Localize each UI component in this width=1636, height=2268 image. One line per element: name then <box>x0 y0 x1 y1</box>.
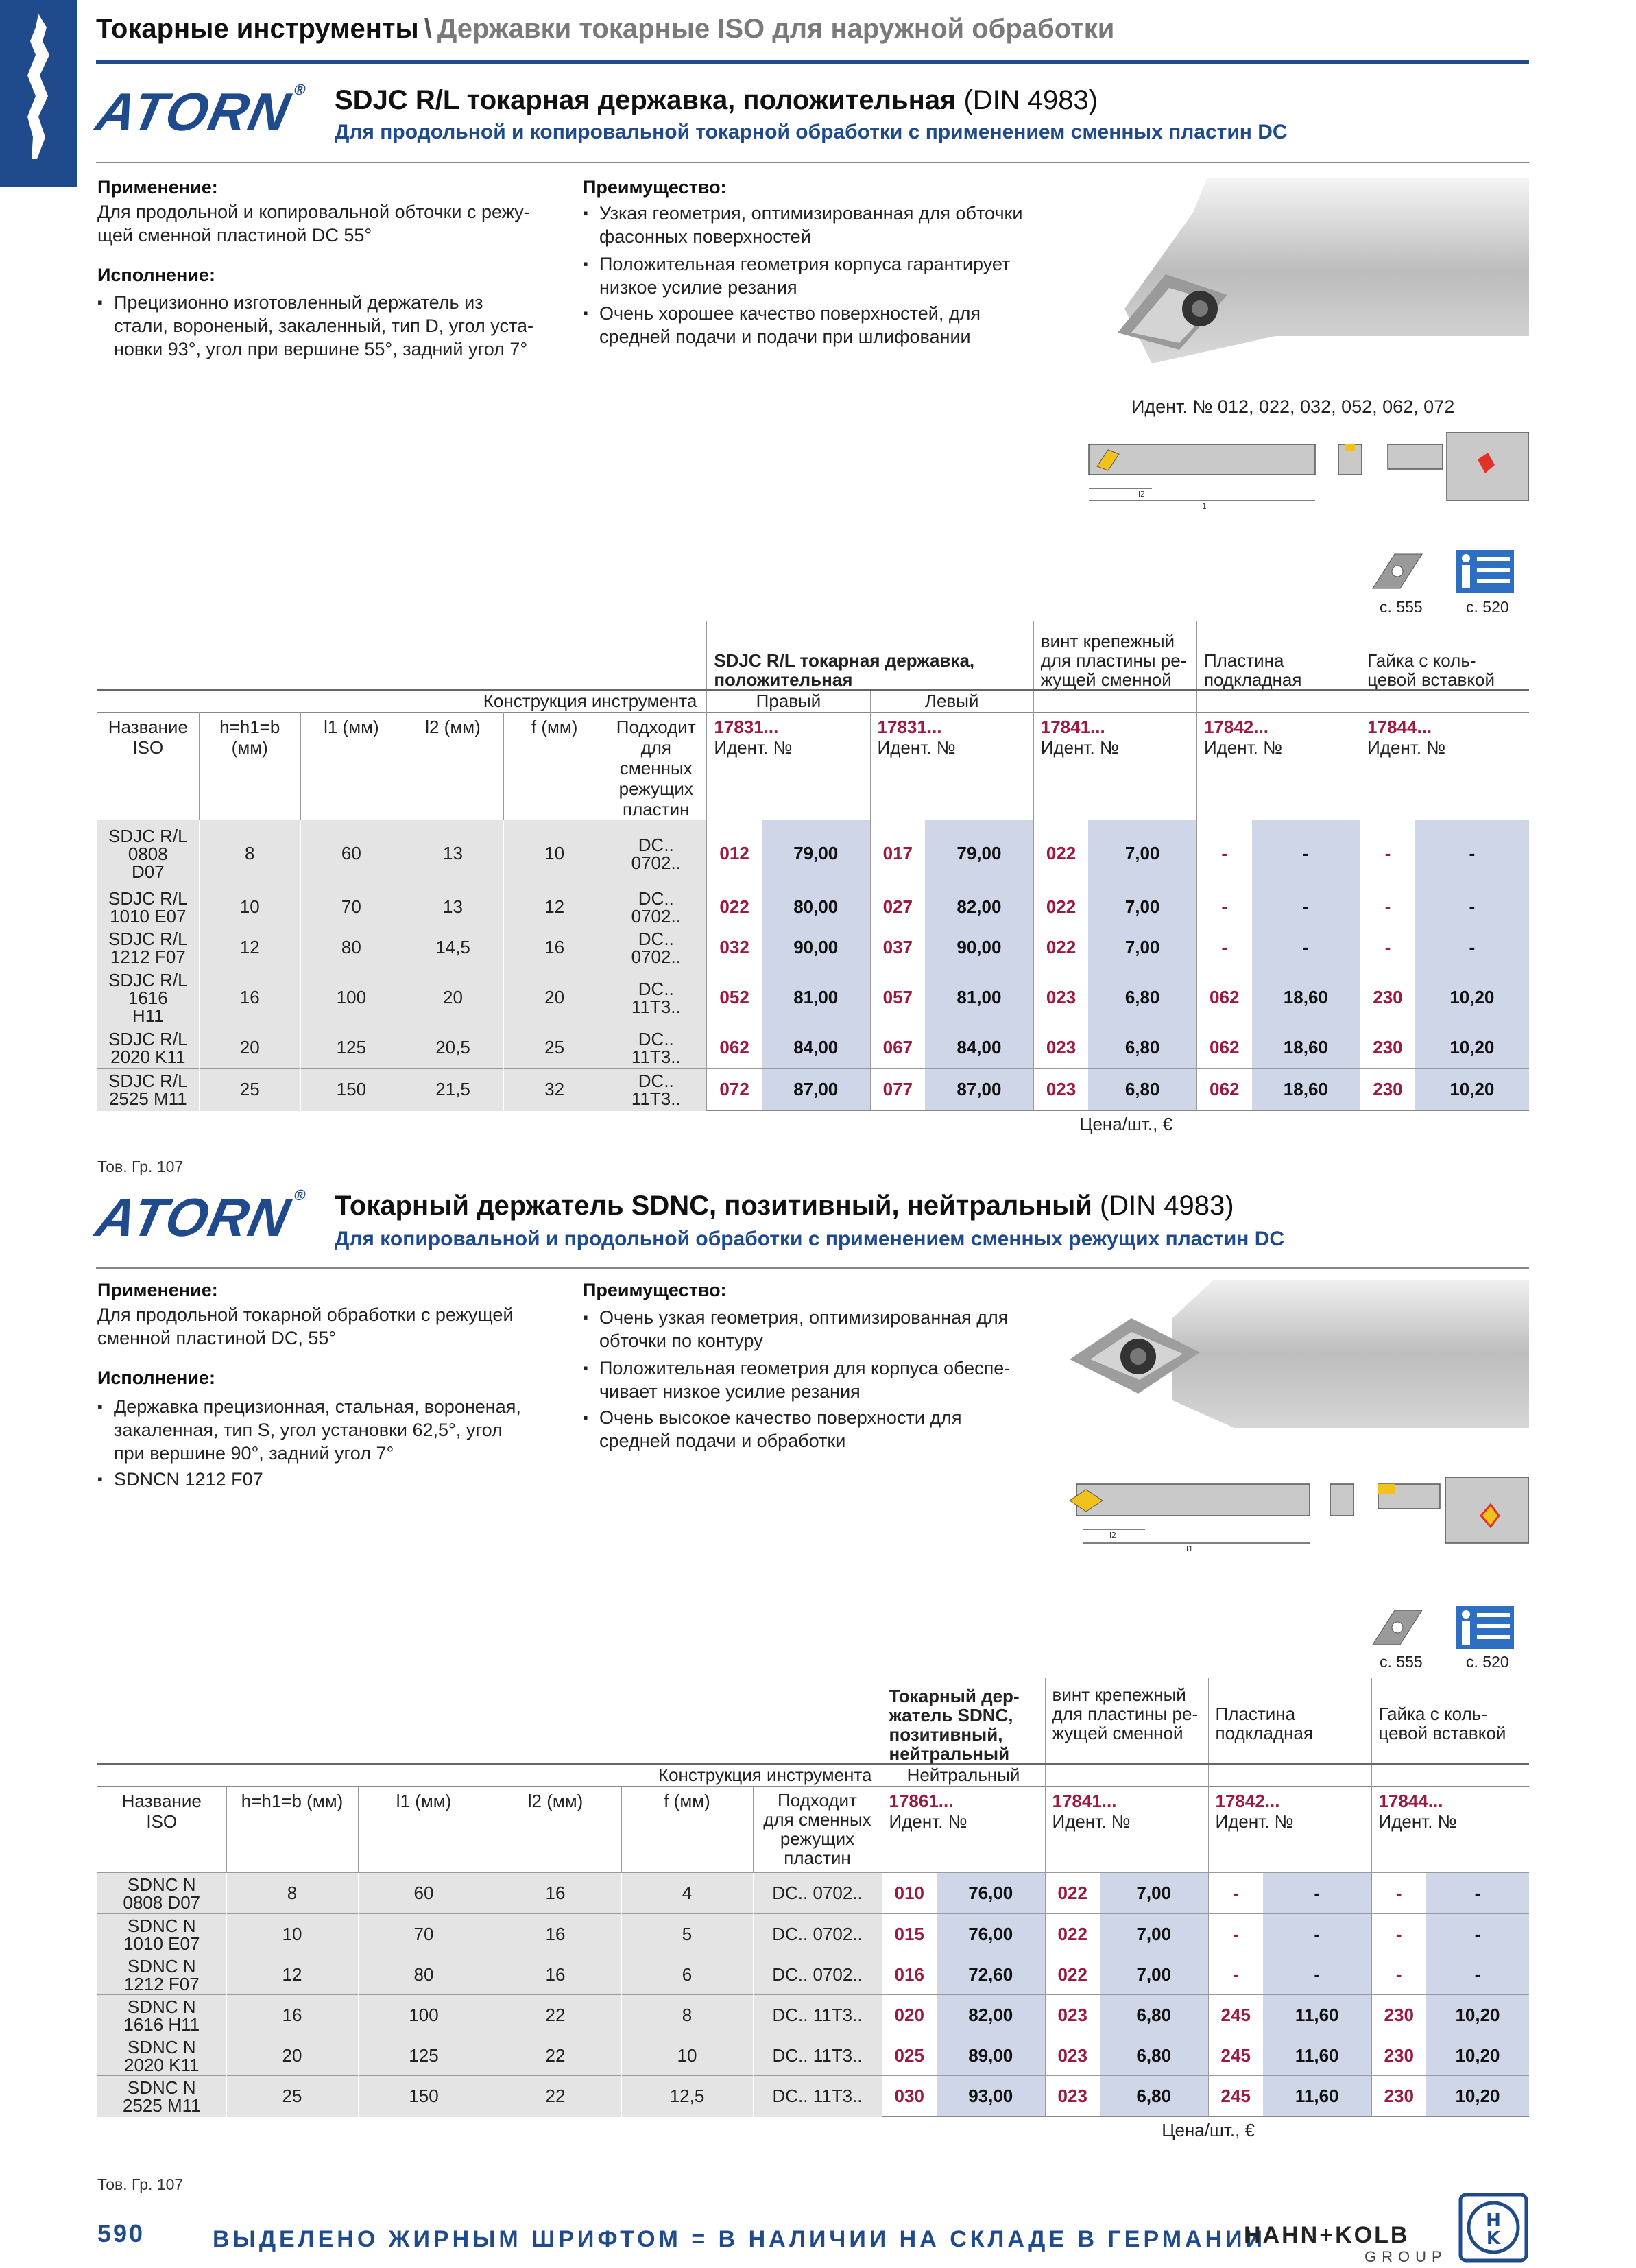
nut-ident-cell: - <box>1360 820 1415 887</box>
code-holder-header: 17861... Идент. № <box>882 1787 1045 1873</box>
iso-name-cell: SDNC N 0808 D07 <box>97 1873 226 1914</box>
plate-price-cell: - <box>1263 1955 1371 1995</box>
nut-ident-cell: - <box>1371 1914 1426 1955</box>
execution-label: Исполнение: <box>97 1368 215 1388</box>
execution-item: ▪ Державка прецизионная, стальная, вороненая, закаленная, тип S, угол установки 62,5°, угол при вершине 90°, задний угол 7° <box>97 1395 521 1465</box>
screw-price-cell: 7,00 <box>1088 820 1196 887</box>
screw-ident-cell: 023 <box>1033 1069 1088 1111</box>
construction-label: Конструкция инструмента <box>658 1765 872 1785</box>
execution-item: ▪ Прецизионно изготовленный держатель из стали, вороненый, закаленный, тип D, угол уста- новки 93°, угол при вершине 55°, задний угол 7° <box>97 291 533 361</box>
col-name-header: Название ISO <box>121 1791 202 1832</box>
h-cell: 10 <box>226 1914 358 1955</box>
code-plate-header: 17842... Идент. № <box>1196 713 1360 820</box>
catalog-page-ref: с. 520 <box>1466 598 1509 616</box>
dimension-drawing-2 <box>1056 1475 1529 1571</box>
l2-cell: 20 <box>402 968 503 1027</box>
f-cell: 25 <box>504 1027 605 1069</box>
plate-ident-cell: 245 <box>1208 2076 1263 2117</box>
table-row <box>97 1027 1529 1069</box>
col-h-header: h=h1=b (мм) <box>199 713 300 820</box>
catalog-info-icon[interactable] <box>1455 1605 1515 1650</box>
right-label: Правый <box>707 690 870 713</box>
l2-cell: 13 <box>402 820 503 887</box>
table-row <box>97 968 1529 1027</box>
table-row <box>97 927 1529 968</box>
fit-cell: DC.. 11T3.. <box>605 968 707 1027</box>
group-plate-header: Пластина подкладная <box>1208 1678 1371 1764</box>
right-ident-cell: 052 <box>707 968 762 1027</box>
f-cell: 20 <box>504 968 605 1027</box>
nut-ident-cell: 230 <box>1360 968 1415 1027</box>
group-holder-header: Токарный дер- жатель SDNC, позитивный, нейтральный <box>882 1678 1045 1764</box>
table-row <box>97 2036 1529 2076</box>
h-cell: 10 <box>199 887 300 927</box>
nut-price-cell: - <box>1415 820 1529 887</box>
plate-price-cell: - <box>1252 927 1360 968</box>
table-row <box>97 1914 1529 1955</box>
svg-text:l2: l2 <box>1138 490 1146 499</box>
plate-price-cell: 18,60 <box>1252 968 1360 1027</box>
header-rule <box>96 60 1529 64</box>
plate-ident-cell: - <box>1208 1955 1263 1995</box>
plate-ident-cell: - <box>1208 1873 1263 1914</box>
group-holder-header: SDJC R/L токарная державка, положительная <box>707 621 1033 690</box>
screw-ident-cell: 022 <box>1045 1955 1100 1995</box>
header-separator: \ <box>424 14 432 44</box>
l1-cell: 80 <box>300 927 402 968</box>
nut-ident-cell: 230 <box>1371 1995 1426 2036</box>
right-price-cell: 81,00 <box>762 968 870 1027</box>
product-subtitle-1: Для продольной и копировальной токарной обработки с применением сменных пластин DC <box>335 121 1288 143</box>
group-screw-header: винт крепежный для пластины ре- жущей сменной <box>1045 1678 1208 1764</box>
screw-price-cell: 7,00 <box>1100 1873 1208 1914</box>
iso-name-cell: SDNC N 1010 E07 <box>97 1914 226 1955</box>
code-left-header: 17831... Идент. № <box>870 713 1033 820</box>
screw-price-cell: 6,80 <box>1100 2036 1208 2076</box>
left-ident-cell: 067 <box>870 1027 925 1069</box>
h-cell: 8 <box>226 1873 358 1914</box>
nut-ident-cell: 230 <box>1371 2076 1426 2117</box>
l1-cell: 100 <box>300 968 402 1027</box>
product-group-2: Тов. Гр. 107 <box>97 2175 184 2193</box>
advantage-label: Преимущество: <box>583 177 727 198</box>
l2-cell: 16 <box>490 1914 621 1955</box>
product-table-2 <box>97 1678 1529 2145</box>
fit-cell: DC.. 0702.. <box>605 887 707 927</box>
col-h-header: h=h1=b (мм) <box>226 1787 358 1873</box>
code-plate-header: 17842... Идент. № <box>1208 1787 1371 1873</box>
l2-cell: 14,5 <box>402 927 503 968</box>
holder-price-cell: 76,00 <box>937 1914 1045 1955</box>
l2-cell: 20,5 <box>402 1027 503 1069</box>
holder-price-cell: 89,00 <box>937 2036 1045 2076</box>
nut-ident-cell: - <box>1360 927 1415 968</box>
table-row <box>97 2076 1529 2117</box>
advantage-item: ▪ Очень узкая геометрия, оптимизированная для обточки по контуру <box>583 1306 1008 1352</box>
col-l2-header: l2 (мм) <box>490 1787 621 1873</box>
insert-page-ref: с. 555 <box>1380 1653 1423 1671</box>
screw-ident-cell: 022 <box>1033 820 1088 887</box>
iso-name-cell: SDJC R/L 2525 M11 <box>97 1069 199 1111</box>
l2-cell: 16 <box>490 1873 621 1914</box>
application-text: Для продольной и копировальной обточки с режу- щей сменной пластиной DC 55° <box>97 202 530 246</box>
fit-cell: DC.. 11T3.. <box>753 2036 882 2076</box>
company-logo-icon <box>1458 2192 1529 2263</box>
l1-cell: 100 <box>358 1995 490 2036</box>
l1-cell: 150 <box>300 1069 402 1111</box>
header-sub: Державки токарные ISO для наружной обработки <box>437 14 1115 44</box>
f-cell: 5 <box>621 1914 753 1955</box>
left-ident-cell: 077 <box>870 1069 925 1111</box>
product-title-2: Токарный держатель SDNC, позитивный, нейтральный (DIN 4983) <box>335 1191 1234 1221</box>
plate-ident-cell: 062 <box>1196 1027 1251 1069</box>
holder-price-cell: 93,00 <box>937 2076 1045 2117</box>
screw-ident-cell: 022 <box>1045 1873 1100 1914</box>
code-screw-header: 17841... Идент. № <box>1045 1787 1208 1873</box>
plate-ident-cell: - <box>1196 927 1251 968</box>
screw-ident-cell: 022 <box>1045 1914 1100 1955</box>
f-cell: 12 <box>504 887 605 927</box>
stock-note: ВЫДЕЛЕНО ЖИРНЫМ ШРИФТОМ = В НАЛИЧИИ НА СКЛАДЕ В ГЕРМАНИИ <box>213 2226 1266 2252</box>
nut-price-cell: - <box>1426 1955 1529 1995</box>
right-price-cell: 90,00 <box>762 927 870 968</box>
l1-cell: 125 <box>358 2036 490 2076</box>
side-tab <box>0 0 77 187</box>
left-price-cell: 79,00 <box>925 820 1033 887</box>
f-cell: 10 <box>504 820 605 887</box>
left-ident-cell: 017 <box>870 820 925 887</box>
screw-price-cell: 6,80 <box>1088 1069 1196 1111</box>
screw-ident-cell: 023 <box>1033 1027 1088 1069</box>
right-price-cell: 87,00 <box>762 1069 870 1111</box>
section-rule <box>96 1267 1529 1269</box>
col-f-header: f (мм) <box>504 713 605 820</box>
right-ident-cell: 072 <box>707 1069 762 1111</box>
col-l2-header: l2 (мм) <box>402 713 503 820</box>
group-nut-header: Гайка с коль- цевой вставкой <box>1360 621 1529 690</box>
product-photo-2 <box>1056 1277 1529 1435</box>
h-cell: 25 <box>226 2076 358 2117</box>
nut-price-cell: 10,20 <box>1415 968 1529 1027</box>
application-text: Для продольной токарной обработки с режущей сменной пластиной DC, 55° <box>97 1304 514 1348</box>
screw-price-cell: 7,00 <box>1088 927 1196 968</box>
page-number: 590 <box>97 2219 145 2247</box>
plate-ident-cell: - <box>1196 887 1251 927</box>
l1-cell: 70 <box>358 1914 490 1955</box>
product-photo-1 <box>1070 171 1529 377</box>
screw-ident-cell: 023 <box>1045 2036 1100 2076</box>
plate-price-cell: - <box>1252 820 1360 887</box>
plate-ident-cell: 062 <box>1196 968 1251 1027</box>
company-group: GROUP <box>1364 2248 1447 2265</box>
product-subtitle-2: Для копировальной и продольной обработки с применением сменных режущих пластин DC <box>335 1228 1285 1250</box>
iso-name-cell: SDNC N 2020 K11 <box>97 2036 226 2076</box>
holder-ident-cell: 010 <box>882 1873 937 1914</box>
svg-text:l1: l1 <box>1200 502 1207 511</box>
group-nut-header: Гайка с коль- цевой вставкой <box>1371 1678 1529 1764</box>
col-fit-header: Подходит для сменных режущих пластин <box>605 713 707 820</box>
col-name-header: Название ISO <box>108 717 188 758</box>
iso-name-cell: SDJC R/L 1616 H11 <box>97 968 199 1027</box>
plate-ident-cell: - <box>1208 1914 1263 1955</box>
fit-cell: DC.. 0702.. <box>753 1955 882 1995</box>
h-cell: 16 <box>226 1995 358 2036</box>
code-nut-header: 17844... Идент. № <box>1360 713 1529 820</box>
left-price-cell: 84,00 <box>925 1027 1033 1069</box>
atorn-logo: ATORN® <box>91 1186 309 1248</box>
screw-ident-cell: 023 <box>1045 1995 1100 2036</box>
fit-cell: DC.. 0702.. <box>605 820 707 887</box>
holder-price-cell: 76,00 <box>937 1873 1045 1914</box>
left-ident-cell: 027 <box>870 887 925 927</box>
fit-cell: DC.. 11T3.. <box>605 1027 707 1069</box>
product-table-1 <box>97 621 1529 1138</box>
left-ident-cell: 037 <box>870 927 925 968</box>
screw-price-cell: 7,00 <box>1088 887 1196 927</box>
l2-cell: 13 <box>402 887 503 927</box>
fit-cell: DC.. 11T3.. <box>753 2076 882 2117</box>
page-header <box>96 14 1529 60</box>
iso-name-cell: SDJC R/L 1010 E07 <box>97 887 199 927</box>
l2-cell: 21,5 <box>402 1069 503 1111</box>
right-ident-cell: 022 <box>707 887 762 927</box>
neutral-label: Нейтральный <box>882 1764 1045 1787</box>
insert-page-ref: с. 555 <box>1380 598 1423 616</box>
left-label: Левый <box>870 690 1033 713</box>
plate-price-cell: 11,60 <box>1263 2076 1371 2117</box>
advantage-item: ▪ Положительная геометрия для корпуса обеспе- чивает низкое усилие резания <box>583 1357 1010 1403</box>
plate-ident-cell: 062 <box>1196 1069 1251 1111</box>
left-price-cell: 90,00 <box>925 927 1033 968</box>
svg-text:H: H <box>1486 2210 1501 2231</box>
l2-cell: 16 <box>490 1955 621 1995</box>
col-f-header: f (мм) <box>621 1787 753 1873</box>
product-title-1: SDJC R/L токарная державка, положительная (DIN 4983) <box>335 85 1098 115</box>
holder-ident-cell: 016 <box>882 1955 937 1995</box>
f-cell: 6 <box>621 1955 753 1995</box>
iso-name-cell: SDNC N 2525 M11 <box>97 2076 226 2117</box>
l1-cell: 125 <box>300 1027 402 1069</box>
h-cell: 12 <box>199 927 300 968</box>
right-ident-cell: 062 <box>707 1027 762 1069</box>
insert-icon[interactable] <box>1367 1605 1428 1650</box>
l1-cell: 150 <box>358 2076 490 2117</box>
nut-price-cell: 10,20 <box>1426 2076 1529 2117</box>
iso-name-cell: SDJC R/L 1212 F07 <box>97 927 199 968</box>
l1-cell: 80 <box>358 1955 490 1995</box>
holder-price-cell: 72,60 <box>937 1955 1045 1995</box>
screw-price-cell: 7,00 <box>1100 1955 1208 1995</box>
right-ident-cell: 012 <box>707 820 762 887</box>
catalog-page-ref: с. 520 <box>1466 1653 1509 1671</box>
fit-cell: DC.. 0702.. <box>753 1873 882 1914</box>
advantage-item: ▪ Очень хорошее качество поверхностей, для средней подачи и подачи при шлифовании <box>583 302 981 348</box>
left-ident-cell: 057 <box>870 968 925 1027</box>
nut-ident-cell: - <box>1360 887 1415 927</box>
advantage-item: ▪ Очень высокое качество поверхности для средней подачи и обработки <box>583 1406 962 1453</box>
holder-ident-cell: 030 <box>882 2076 937 2117</box>
catalog-info-icon[interactable] <box>1455 549 1515 594</box>
iso-name-cell: SDJC R/L 2020 K11 <box>97 1027 199 1069</box>
plate-price-cell: - <box>1252 887 1360 927</box>
plate-price-cell: 18,60 <box>1252 1027 1360 1069</box>
f-cell: 12,5 <box>621 2076 753 2117</box>
table-row <box>97 1069 1529 1111</box>
f-cell: 8 <box>621 1995 753 2036</box>
screw-price-cell: 7,00 <box>1100 1914 1208 1955</box>
execution-item: ▪ SDNCN 1212 F07 <box>97 1468 263 1491</box>
product-group-1: Тов. Гр. 107 <box>97 1158 184 1175</box>
plate-price-cell: - <box>1263 1873 1371 1914</box>
left-price-cell: 87,00 <box>925 1069 1033 1111</box>
l1-cell: 60 <box>300 820 402 887</box>
screw-price-cell: 6,80 <box>1088 1027 1196 1069</box>
screw-ident-cell: 022 <box>1033 887 1088 927</box>
iso-name-cell: SDNC N 1212 F07 <box>97 1955 226 1995</box>
nut-price-cell: 10,20 <box>1415 1027 1529 1069</box>
svg-text:l2: l2 <box>1109 1531 1117 1540</box>
nut-ident-cell: 230 <box>1360 1027 1415 1069</box>
h-cell: 8 <box>199 820 300 887</box>
advantage-label: Преимущество: <box>583 1280 727 1300</box>
screw-ident-cell: 022 <box>1033 927 1088 968</box>
right-price-cell: 84,00 <box>762 1027 870 1069</box>
company-name: HAHN+KOLB <box>1244 2222 1410 2248</box>
advantage-item: ▪ Узкая геометрия, оптимизированная для обточки фасонных поверхностей <box>583 202 1022 248</box>
fit-cell: DC.. 0702.. <box>605 927 707 968</box>
l2-cell: 22 <box>490 2076 621 2117</box>
construction-label: Конструкция инструмента <box>483 691 697 711</box>
fit-cell: DC.. 11T3.. <box>605 1069 707 1111</box>
plate-price-cell: 18,60 <box>1252 1069 1360 1111</box>
holder-price-cell: 82,00 <box>937 1995 1045 2036</box>
plate-ident-cell: 245 <box>1208 2036 1263 2076</box>
l1-cell: 60 <box>358 1873 490 1914</box>
screw-price-cell: 6,80 <box>1100 2076 1208 2117</box>
table-row <box>97 820 1529 887</box>
nut-price-cell: - <box>1426 1914 1529 1955</box>
nut-price-cell: 10,20 <box>1426 2036 1529 2076</box>
nut-price-cell: - <box>1426 1873 1529 1914</box>
left-price-cell: 82,00 <box>925 887 1033 927</box>
right-ident-cell: 032 <box>707 927 762 968</box>
code-right-header: 17831... Идент. № <box>707 713 870 820</box>
right-price-cell: 79,00 <box>762 820 870 887</box>
f-cell: 32 <box>504 1069 605 1111</box>
h-cell: 25 <box>199 1069 300 1111</box>
nut-price-cell: - <box>1415 927 1529 968</box>
screw-ident-cell: 023 <box>1033 968 1088 1027</box>
screw-price-cell: 6,80 <box>1100 1995 1208 2036</box>
table-row <box>97 1995 1529 2036</box>
insert-icon[interactable] <box>1367 549 1428 594</box>
section-rule <box>96 162 1529 163</box>
f-cell: 4 <box>621 1873 753 1914</box>
screw-ident-cell: 023 <box>1045 2076 1100 2117</box>
nut-ident-cell: - <box>1371 1955 1426 1995</box>
holder-ident-cell: 015 <box>882 1914 937 1955</box>
col-l1-header: l1 (мм) <box>300 713 402 820</box>
right-price-cell: 80,00 <box>762 887 870 927</box>
application-label: Применение: <box>97 177 218 198</box>
holder-ident-cell: 020 <box>882 1995 937 2036</box>
code-screw-header: 17841... Идент. № <box>1033 713 1196 820</box>
header-main: Токарные инструменты <box>96 14 419 44</box>
plate-price-cell: - <box>1263 1914 1371 1955</box>
l2-cell: 22 <box>490 2036 621 2076</box>
plate-ident-cell: 245 <box>1208 1995 1263 2036</box>
dimension-drawing-1 <box>1076 432 1529 534</box>
nut-price-cell: - <box>1415 887 1529 927</box>
application-label: Применение: <box>97 1280 218 1300</box>
group-plate-header: Пластина подкладная <box>1196 621 1360 690</box>
fit-cell: DC.. 0702.. <box>753 1914 882 1955</box>
plate-ident-cell: - <box>1196 820 1251 887</box>
execution-label: Исполнение: <box>97 265 215 285</box>
drill-icon <box>0 0 77 187</box>
nut-ident-cell: - <box>1371 1873 1426 1914</box>
table-row <box>97 887 1529 927</box>
left-price-cell: 81,00 <box>925 968 1033 1027</box>
col-fit-header: Подходит для сменных режущих пластин <box>753 1787 882 1873</box>
f-cell: 16 <box>504 927 605 968</box>
svg-text:K: K <box>1486 2228 1501 2249</box>
f-cell: 10 <box>621 2036 753 2076</box>
advantage-item: ▪ Положительная геометрия корпуса гарантирует низкое усилие резания <box>583 252 1010 299</box>
nut-ident-cell: 230 <box>1371 2036 1426 2076</box>
price-note-1: Цена/шт., € <box>707 1111 1529 1138</box>
screw-price-cell: 6,80 <box>1088 968 1196 1027</box>
svg-text:l1: l1 <box>1186 1544 1194 1553</box>
nut-price-cell: 10,20 <box>1415 1069 1529 1111</box>
holder-ident-cell: 025 <box>882 2036 937 2076</box>
code-nut-header: 17844... Идент. № <box>1371 1787 1529 1873</box>
ident-line: Идент. № 012, 022, 032, 052, 062, 072 <box>1131 396 1455 417</box>
h-cell: 20 <box>199 1027 300 1069</box>
table-row <box>97 1873 1529 1914</box>
group-screw-header: винт крепежный для пластины ре- жущей сменной <box>1033 621 1196 690</box>
plate-price-cell: 11,60 <box>1263 2036 1371 2076</box>
atorn-logo: ATORN® <box>91 81 309 142</box>
plate-price-cell: 11,60 <box>1263 1995 1371 2036</box>
price-note-2: Цена/шт., € <box>882 2117 1529 2145</box>
table-row <box>97 1955 1529 1995</box>
iso-name-cell: SDJC R/L 0808 D07 <box>97 820 199 887</box>
nut-price-cell: 10,20 <box>1426 1995 1529 2036</box>
nut-ident-cell: 230 <box>1360 1069 1415 1111</box>
h-cell: 20 <box>226 2036 358 2076</box>
h-cell: 12 <box>226 1955 358 1995</box>
l2-cell: 22 <box>490 1995 621 2036</box>
col-l1-header: l1 (мм) <box>358 1787 490 1873</box>
l1-cell: 70 <box>300 887 402 927</box>
h-cell: 16 <box>199 968 300 1027</box>
fit-cell: DC.. 11T3.. <box>753 1995 882 2036</box>
iso-name-cell: SDNC N 1616 H11 <box>97 1995 226 2036</box>
